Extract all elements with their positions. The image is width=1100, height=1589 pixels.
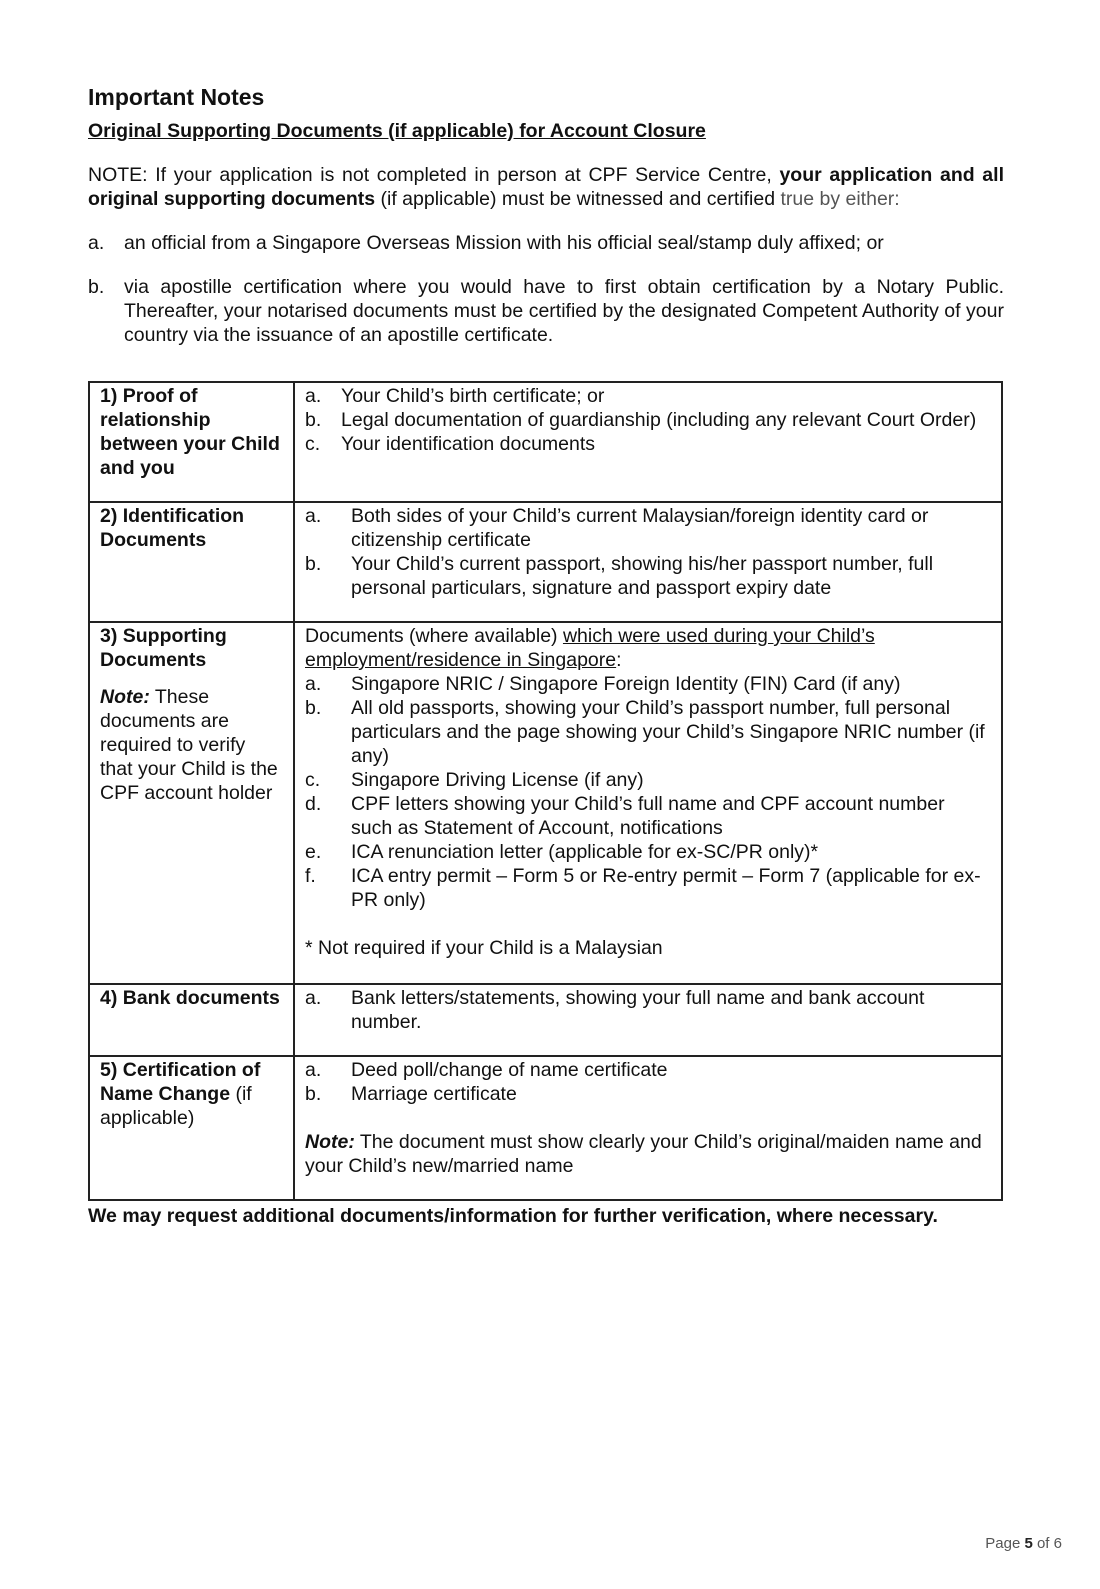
item-letter: c. bbox=[305, 769, 321, 791]
table-row bbox=[89, 622, 1002, 984]
item-text: Legal documentation of guardianship (including any relevant Court Order) bbox=[341, 409, 977, 431]
row-label-note bbox=[100, 685, 283, 805]
item-letter: a. bbox=[305, 1059, 322, 1081]
intro-underlined: which were used during your Child’s employment/residence in Singapore bbox=[305, 625, 875, 671]
list-item bbox=[305, 1082, 991, 1106]
item-text: Both sides of your Child’s current Malaysian/foreign identity card or citizenship certificate bbox=[351, 505, 929, 551]
item-text: Your identification documents bbox=[341, 433, 596, 455]
note-text-2: (if applicable) must be witnessed and certified bbox=[375, 188, 781, 210]
item-text: an official from a Singapore Overseas Mission with his official seal/stamp duly affixed; or bbox=[124, 232, 884, 254]
list-item bbox=[305, 1058, 991, 1082]
item-letter: b. bbox=[88, 276, 105, 298]
note-text: The document must show clearly your Child’s original/maiden name and your Child’s new/married name bbox=[305, 1131, 982, 1177]
row-content bbox=[294, 622, 1002, 984]
note-text-bold: your application and all original supporting documents bbox=[88, 164, 1004, 210]
row-label: 4) Bank documents bbox=[89, 984, 294, 1056]
row-intro bbox=[305, 624, 991, 672]
row-label bbox=[89, 622, 294, 984]
spacer bbox=[305, 1106, 991, 1130]
document-page bbox=[88, 82, 1004, 1228]
row-footnote: * Not required if your Child is a Malaysian bbox=[305, 937, 663, 959]
list-item bbox=[305, 792, 991, 840]
list-item bbox=[305, 840, 991, 864]
item-letter: a. bbox=[305, 385, 322, 407]
row-label: 2) Identification Documents bbox=[89, 502, 294, 622]
list-item bbox=[305, 432, 991, 456]
table-row bbox=[89, 984, 1002, 1056]
item-text: via apostille certification where you would have to first obtain certification by a Notary Public. Thereafter, your notarised documents must be certified by the designated Competent Authority of your country via the issuance of an apostille certificate. bbox=[124, 276, 1004, 346]
footer-note: We may request additional documents/information for further verification, where necessary. bbox=[88, 1205, 938, 1227]
item-text: Deed poll/change of name certificate bbox=[351, 1059, 668, 1081]
list-item bbox=[88, 231, 1004, 255]
row-content bbox=[294, 984, 1002, 1056]
row-label-bold: 5) Certification of Name Change bbox=[100, 1059, 261, 1105]
list-item bbox=[305, 864, 991, 912]
item-text: ICA renunciation letter (applicable for ex-SC/PR only)* bbox=[351, 841, 819, 863]
certification-note bbox=[88, 163, 1004, 211]
row-content bbox=[294, 502, 1002, 622]
table-row bbox=[89, 502, 1002, 622]
list-item bbox=[305, 408, 991, 432]
certification-options bbox=[88, 231, 1004, 347]
row-note bbox=[305, 1130, 991, 1178]
intro-end: : bbox=[616, 649, 622, 671]
note-text: These documents are required to verify that your Child is the CPF account holder bbox=[100, 686, 278, 804]
item-text: Bank letters/statements, showing your full name and bank account number. bbox=[351, 987, 925, 1033]
row-content bbox=[294, 382, 1002, 502]
item-letter: e. bbox=[305, 841, 322, 863]
note-text-3: true by either: bbox=[780, 188, 900, 210]
item-letter: d. bbox=[305, 793, 322, 815]
item-letter: a. bbox=[305, 673, 322, 695]
page-current: 5 bbox=[1024, 1535, 1033, 1552]
item-letter: b. bbox=[305, 697, 322, 719]
table-row bbox=[89, 1056, 1002, 1200]
list-item bbox=[305, 384, 991, 408]
note-text-1: NOTE: If your application is not completed in person at CPF Service Centre, bbox=[88, 164, 780, 186]
table-row bbox=[89, 382, 1002, 502]
spacer bbox=[305, 912, 991, 936]
list-item bbox=[305, 768, 991, 792]
item-text: CPF letters showing your Child’s full name and CPF account number such as Statement of Account, notifications bbox=[351, 793, 945, 839]
item-text: Your Child’s birth certificate; or bbox=[341, 385, 605, 407]
item-text: ICA entry permit – Form 5 or Re-entry permit – Form 7 (applicable for ex-PR only) bbox=[351, 865, 981, 911]
page-heading: Important Notes bbox=[88, 84, 265, 110]
item-letter: a. bbox=[305, 987, 322, 1009]
list-item bbox=[305, 696, 991, 768]
page-prefix: Page bbox=[985, 1535, 1025, 1552]
row-label: 1) Proof of relationship between your Child and you bbox=[89, 382, 294, 502]
intro-text: Documents (where available) bbox=[305, 625, 563, 647]
row-label-normal: (if applicable) bbox=[100, 1083, 252, 1129]
item-letter: c. bbox=[305, 433, 321, 455]
item-text: Singapore Driving License (if any) bbox=[351, 769, 644, 791]
row-label-text: 3) Supporting Documents bbox=[100, 625, 227, 671]
list-item bbox=[88, 275, 1004, 347]
list-item bbox=[305, 552, 991, 600]
row-label bbox=[89, 1056, 294, 1200]
note-label: Note: bbox=[100, 686, 150, 708]
list-item bbox=[305, 986, 991, 1034]
item-text: All old passports, showing your Child’s passport number, full personal particulars and the page showing your Child’s Singapore NRIC number (if any) bbox=[351, 697, 985, 767]
item-letter: b. bbox=[305, 1083, 322, 1105]
page-number bbox=[985, 1532, 1062, 1556]
list-item bbox=[305, 504, 991, 552]
page-total: 6 bbox=[1053, 1535, 1062, 1552]
item-letter: b. bbox=[305, 409, 322, 431]
item-letter: f. bbox=[305, 865, 316, 887]
row-content bbox=[294, 1056, 1002, 1200]
page-mid: of bbox=[1032, 1535, 1054, 1552]
note-label: Note: bbox=[305, 1131, 355, 1153]
item-text: Singapore NRIC / Singapore Foreign Identity (FIN) Card (if any) bbox=[351, 673, 901, 695]
documents-table bbox=[88, 381, 1003, 1201]
list-item bbox=[305, 672, 991, 696]
section-subheading: Original Supporting Documents (if applicable) for Account Closure bbox=[88, 120, 706, 142]
item-letter: a. bbox=[88, 232, 105, 254]
item-letter: b. bbox=[305, 553, 322, 575]
item-text: Marriage certificate bbox=[351, 1083, 517, 1105]
item-text: Your Child’s current passport, showing his/her passport number, full personal particulars, signature and passport expiry date bbox=[351, 553, 934, 599]
item-letter: a. bbox=[305, 505, 322, 527]
